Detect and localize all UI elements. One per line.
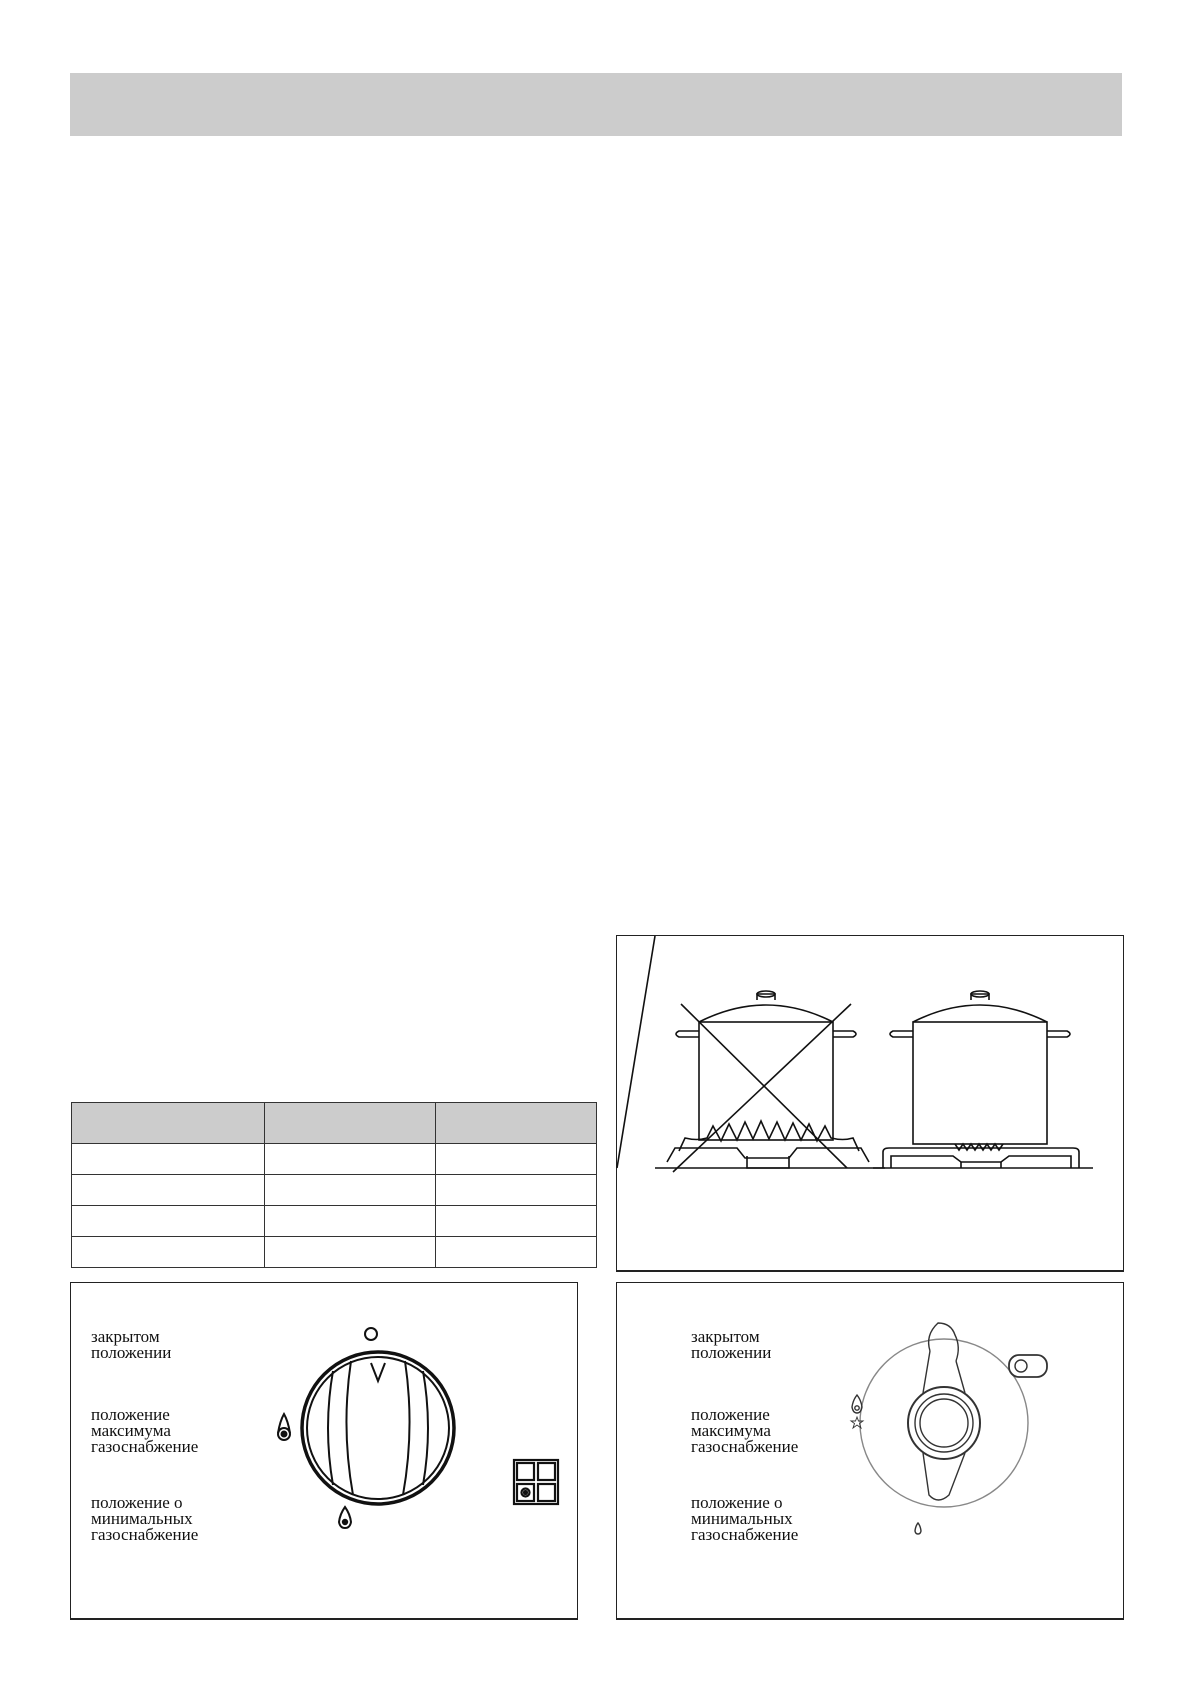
table-cell: [436, 1175, 597, 1206]
table-header-cell: [72, 1103, 265, 1144]
table-header-cell: [436, 1103, 597, 1144]
knob-figure-2-box: [616, 1282, 1124, 1620]
table-cell: [436, 1206, 597, 1237]
table-cell: [265, 1144, 436, 1175]
table-row: [72, 1237, 597, 1268]
table-header-row: [72, 1103, 597, 1144]
knob-figure-1-box: [70, 1282, 578, 1620]
correct-pot-drawing: [873, 991, 1093, 1168]
table-cell: [265, 1237, 436, 1268]
table-cell: [436, 1144, 597, 1175]
table-cell: [72, 1175, 265, 1206]
control-knob-illustration: [617, 1283, 1125, 1573]
closed-position-label: закрытом положении: [691, 1327, 772, 1362]
table-cell: [265, 1206, 436, 1237]
max-position-label: положение максимума газоснабжение: [691, 1405, 799, 1456]
min-position-label: положение о минимальных газоснабжение: [91, 1493, 199, 1544]
pot-figure-caption: [617, 1270, 1123, 1271]
knob-figure-2-caption: [617, 1618, 1123, 1619]
table-cell: [436, 1237, 597, 1268]
table-cell: [72, 1144, 265, 1175]
pot-figure-box: [616, 935, 1124, 1272]
knob-figure-1-caption: [71, 1618, 577, 1619]
table-cell: [265, 1175, 436, 1206]
burner-spec-table: [71, 1102, 597, 1268]
table-row: [72, 1144, 597, 1175]
table-row: [72, 1175, 597, 1206]
section-header-bar: [70, 73, 1122, 136]
table-header-cell: [265, 1103, 436, 1144]
min-position-label: положение о минимальных газоснабжение: [691, 1493, 799, 1544]
control-knob-illustration: [71, 1283, 579, 1573]
wrong-pot-drawing: [617, 936, 885, 1172]
table-cell: [72, 1206, 265, 1237]
table-row: [72, 1206, 597, 1237]
burner-position-icon: [513, 1459, 559, 1505]
table-cell: [72, 1237, 265, 1268]
pot-illustration: [617, 936, 1125, 1226]
closed-position-label: закрытом положении: [91, 1327, 172, 1362]
max-position-label: положение максимума газоснабжение: [91, 1405, 199, 1456]
